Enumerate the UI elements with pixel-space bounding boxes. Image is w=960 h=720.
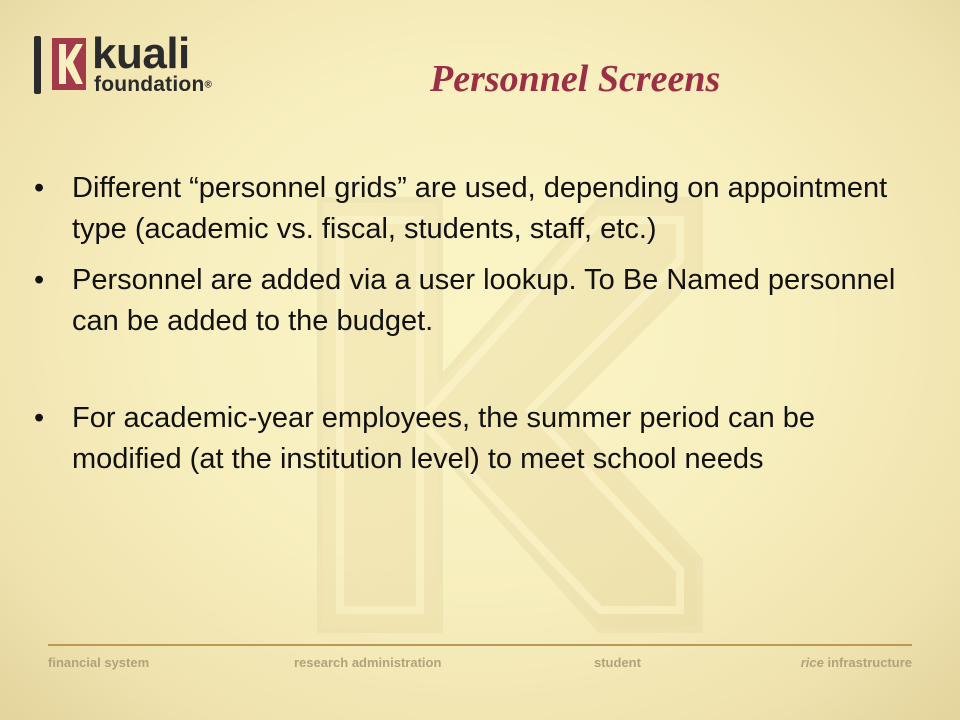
logo-bracket <box>34 36 41 94</box>
bullet-icon: • <box>34 402 45 434</box>
kuali-foundation-logo <box>30 30 270 100</box>
bullet-text: Different “personnel grids” are used, depending on appointment type (academic vs. fiscal, students, staff, etc.) <box>72 172 888 245</box>
footer-rice-infrastructure: rice infrastructure <box>800 655 912 670</box>
logo-subtitle: foundation® <box>94 73 213 96</box>
bullet-item <box>34 398 914 480</box>
footer-nav <box>48 655 912 675</box>
footer-divider <box>48 644 912 646</box>
bullet-item <box>34 260 914 342</box>
bullet-icon: • <box>34 172 45 204</box>
logo-wordmark: kuali <box>92 29 190 78</box>
bullet-text: Personnel are added via a user lookup. To Be Named personnel can be added to the budget. <box>72 264 896 337</box>
bullet-icon: • <box>34 264 45 296</box>
footer-research-administration: research administration <box>294 655 442 670</box>
kuali-k-icon <box>52 38 86 90</box>
footer-financial-system: financial system <box>48 655 150 670</box>
bullet-item <box>34 168 914 250</box>
bullet-list <box>34 168 914 480</box>
bullet-text: For academic-year employees, the summer period can be modified (at the institution level) to meet school needs <box>72 402 816 475</box>
slide-title: Personnel Screens <box>430 58 721 100</box>
footer-student: student <box>594 655 641 670</box>
